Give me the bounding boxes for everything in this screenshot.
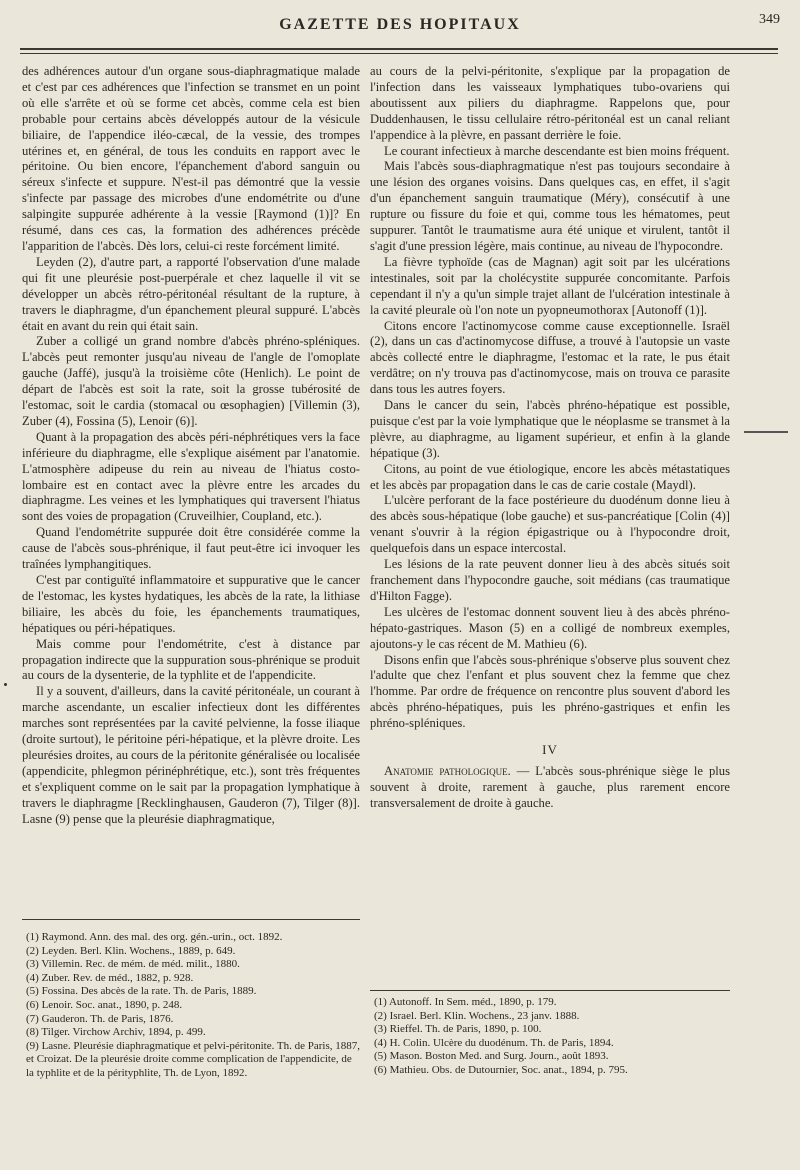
- footnote: (5) Fossina. Des abcès de la rate. Th. de Paris, 1889.: [26, 985, 257, 998]
- footnote: (3) Rieffel. Th. de Paris, 1890, p. 100.: [374, 1023, 542, 1036]
- journal-title: GAZETTE DES HOPITAUX: [279, 16, 521, 33]
- header-rule-thin: [20, 53, 778, 54]
- paragraph: Citons, au point de vue étiologique, encore les abcès métastatiques et les abcès par propagation dans le cas de carie costale (Maydl).: [370, 461, 730, 492]
- margin-dot: [4, 683, 7, 686]
- footnote: (4) H. Colin. Ulcère du duodénum. Th. de Paris, 1894.: [374, 1036, 614, 1049]
- footnote: (6) Mathieu. Obs. de Dutournier, Soc. anat., 1894, p. 795.: [374, 1063, 628, 1076]
- footnote: (8) Tilger. Virchow Archiv, 1894, p. 499.: [26, 1026, 206, 1039]
- footnote: (3) Villemin. Rec. de mém. de méd. milit., 1880.: [26, 958, 240, 971]
- section-heading: Anatomie pathologique.: [384, 763, 511, 778]
- section-number: IV: [542, 742, 558, 758]
- footnotes-right: [374, 996, 734, 1078]
- paragraph: Mais l'abcès sous-diaphragmatique n'est pas toujours secondaire à une lésion des organes voisins. Dans quelques cas, en effet, il s'agit d'un épanchement sanguin traumatique (Méry), consécutif à une rupture ou fissure du foie et qui, comme tous les hématomes, peut suppurer. Tantôt le traumatisme aura été unique et virulent, tantôt il s'agit d'une pression légère, mais continue, au niveau de l'hypocondre.: [370, 159, 730, 253]
- footnote: (9) Lasne. Pleurésie diaphragmatique et pelvi-péritonite. Th. de Paris, 1887, et Croizat. De la pleurésie droite comme complication de l'appendicite, de la typhlite et de la pérityphlite, Th. de Lyon, 1892.: [26, 1039, 360, 1079]
- section-text: — L'abcès sous-phrénique siège le plus souvent à droite, rarement à gauche, plus rarement encore transversalement de droite à gauche.: [370, 763, 730, 810]
- paragraph: Les ulcères de l'estomac donnent souvent lieu à des abcès phréno-hépato-gastriques. Mason (5) en a colligé de nombreux exemples, ajoutons-y le cas récent de M. Mathieu (6).: [370, 604, 730, 651]
- footnote-rule-left: [22, 919, 360, 920]
- paragraph: Leyden (2), d'autre part, a rapporté l'observation d'une malade qui fit une pleurésie post-puerpérale et chez laquelle il vit se développer un abcès rétro-péritonéal résultant de la rupture, à travers le diaphragme, d'un épanchement pleural suppuré. L'abcès était en avant du rein qui était sain.: [22, 254, 360, 333]
- header-rule-thick: [20, 48, 778, 50]
- left-column: [22, 64, 360, 828]
- page-header: [20, 0, 780, 44]
- paragraph: Quand l'endométrite suppurée doit être considérée comme la cause de l'abcès sous-phrénique, il faut peut-être ici invoquer les traînées lymphangitiques.: [22, 525, 360, 572]
- footnote: (1) Autonoff. In Sem. méd., 1890, p. 179.: [374, 996, 557, 1008]
- footnote: (1) Raymond. Ann. des mal. des org. gén.-urin., oct. 1892.: [26, 931, 283, 943]
- footnote: (7) Gauderon. Th. de Paris, 1876.: [26, 1012, 174, 1025]
- footnote: (4) Zuber. Rev. de méd., 1882, p. 928.: [26, 971, 194, 984]
- footnotes-left: [26, 931, 362, 1081]
- paragraph: Zuber a colligé un grand nombre d'abcès phréno-spléniques. L'abcès peut remonter jusqu'au niveau de l'angle de l'omoplate gauche (Jaffé), jusqu'à la troisième côte (Henlich). Le point de départ de l'abcès est soit la rate, soit la grosse tubérosité de l'estomac, soit le cardia (stomacal ou œsophagien) [Villemin (3), Zuber (4), Fossina (5), Lenoir (6)].: [22, 334, 360, 428]
- footnote: (6) Lenoir. Soc. anat., 1890, p. 248.: [26, 998, 183, 1011]
- paragraph: L'ulcère perforant de la face postérieure du duodénum donne lieu à des abcès sous-hépatique (lobe gauche) et sus-pancréatique [Colin (4)] venant s'ouvrir à la région épigastrique ou à l'hypocondre droit, quelquefois dans un espace intercostal.: [370, 493, 730, 556]
- margin-mark: [744, 431, 788, 433]
- paragraph: Citons encore l'actinomycose comme cause exceptionnelle. Israël (2), dans un cas d'actinomycose diffuse, a trouvé à l'autopsie un vaste abcès collecté entre le diaphragme, l'estomac et la rate, le pus était verdâtre; on n'y trouva pas d'actinomycose, mais on trouva ce parasite dans tous les autres foyers.: [370, 318, 730, 397]
- page-number: 349: [759, 12, 780, 27]
- paragraph: Quant à la propagation des abcès péri-néphrétiques vers la face inférieure du diaphragme, elle s'explique aisément par l'anatomie. L'atmosphère adipeuse du rein au niveau de l'hiatus costo-lombaire est en contact avec la plèvre entre les arcades du diaphragme. Les veines et les lymphatiques qui traversent l'hiatus sont des voies de propagation (Cruveilhier, Coupland, etc.).: [22, 429, 360, 524]
- paragraph: Mais comme pour l'endométrite, c'est à distance par propagation indirecte que la suppuration sous-phrénique se produit au cours de la dysenterie, de la typhlite et de l'appendicite.: [22, 636, 360, 683]
- paragraph: Disons enfin que l'abcès sous-phrénique s'observe plus souvent chez l'adulte que chez l'enfant et plus souvent chez la femme que chez l'homme. Par ordre de fréquence on rencontre plus souvent d'abord les abcès phréno-hépatiques, puis les phréno-gastriques et enfin les phréno-spléniques.: [370, 652, 730, 731]
- paragraph: Dans le cancer du sein, l'abcès phréno-hépatique est possible, puisque c'est par la voie lymphatique que le néoplasme se transmet à la plèvre, au diaphragme, au ligament supérieur, et enfin à la glande hépatique (3).: [370, 398, 730, 460]
- paragraph: au cours de la pelvi-péritonite, s'explique par la propagation de l'infection dans les vaisseaux lymphatiques tubo-ovariens qui aboutissent aux piliers du diaphragme. Rappelons que, pour Duddenhausen, le tissu cellulaire rétro-péritonéal est un canal reliant l'appendice à la plèvre, en passant derrière le foie.: [370, 64, 730, 142]
- paragraph: La fièvre typhoïde (cas de Magnan) agit soit par les ulcérations intestinales, soit par la cholécystite suppurée concomitante. Parfois cependant il n'y a qu'un simple trajet allant de l'ulcération intestinale à la cavité pleurale où l'on note un pyopneumothorax [Autonoff (1)].: [370, 254, 730, 317]
- footnote-rule-right: [370, 990, 730, 991]
- footnote: (2) Leyden. Berl. Klin. Wochens., 1889, p. 649.: [26, 944, 236, 957]
- section-paragraph: [370, 764, 730, 812]
- footnote: (5) Mason. Boston Med. and Surg. Journ., août 1893.: [374, 1050, 609, 1063]
- paragraph: Le courant infectieux à marche descendante est bien moins fréquent.: [384, 143, 730, 158]
- right-column: [370, 64, 730, 812]
- footnote: (2) Israel. Berl. Klin. Wochens., 23 janv. 1888.: [374, 1009, 580, 1022]
- paragraph: Il y a souvent, d'ailleurs, dans la cavité péritonéale, un courant à marche ascendante, un escalier infectieux dont les différentes marches sont représentées par la cavité pelvienne, la fosse iliaque (droite surtout), le péritoine péri-hépatique, et la plèvre droite. Les pleurésies droites, au cours de la péritonite généralisée ou localisée (appendicite, phlegmon périnéphrétique, etc.), sont très fréquentes et s'expliquent comme on le sait par la propagation lymphatique à travers le diaphragme [Recklinghausen, Gauderon (7), Tilger (8)]. Lasne (9) pense que la pleurésie diaphragmatique,: [22, 684, 360, 826]
- paragraph: des adhérences autour d'un organe sous-diaphragmatique malade et c'est par ces adhérences que l'infection se transmet en un point où elle s'arrête et où se forme cet abcès, comme cela est bien probable pour certains abcès développés autour de la vésicule biliaire, de l'appendice iléo-cæcal, de la vessie, des trompes utérines et, en général, de tous les conduits en rapport avec le péritoine. Ou bien encore, l'épanchement d'abord sanguin ou séreux s'infecte et suppure. N'est-il pas démontré que la vessie s'infecte par passage des microbes d'une endométrite ou d'une salpingite suppurée adhérente à la vessie [Raymond (1)]? En résumé, dans ces cas, la formation des adhérences précède l'apparition de l'abcès. Dès lors, celui-ci reste forcément limité.: [22, 64, 360, 253]
- paragraph: Les lésions de la rate peuvent donner lieu à des abcès situés soit franchement dans l'hypocondre gauche, soit médians (cas traumatique d'Hilton Fagge).: [370, 557, 730, 603]
- paragraph: C'est par contiguïté inflammatoire et suppurative que le cancer de l'estomac, les kystes hydatiques, les abcès de la rate, la lithiase biliaire, les abcès du foie, les épanchements traumatiques, hépatiques ou péri-hépatiques.: [22, 573, 360, 635]
